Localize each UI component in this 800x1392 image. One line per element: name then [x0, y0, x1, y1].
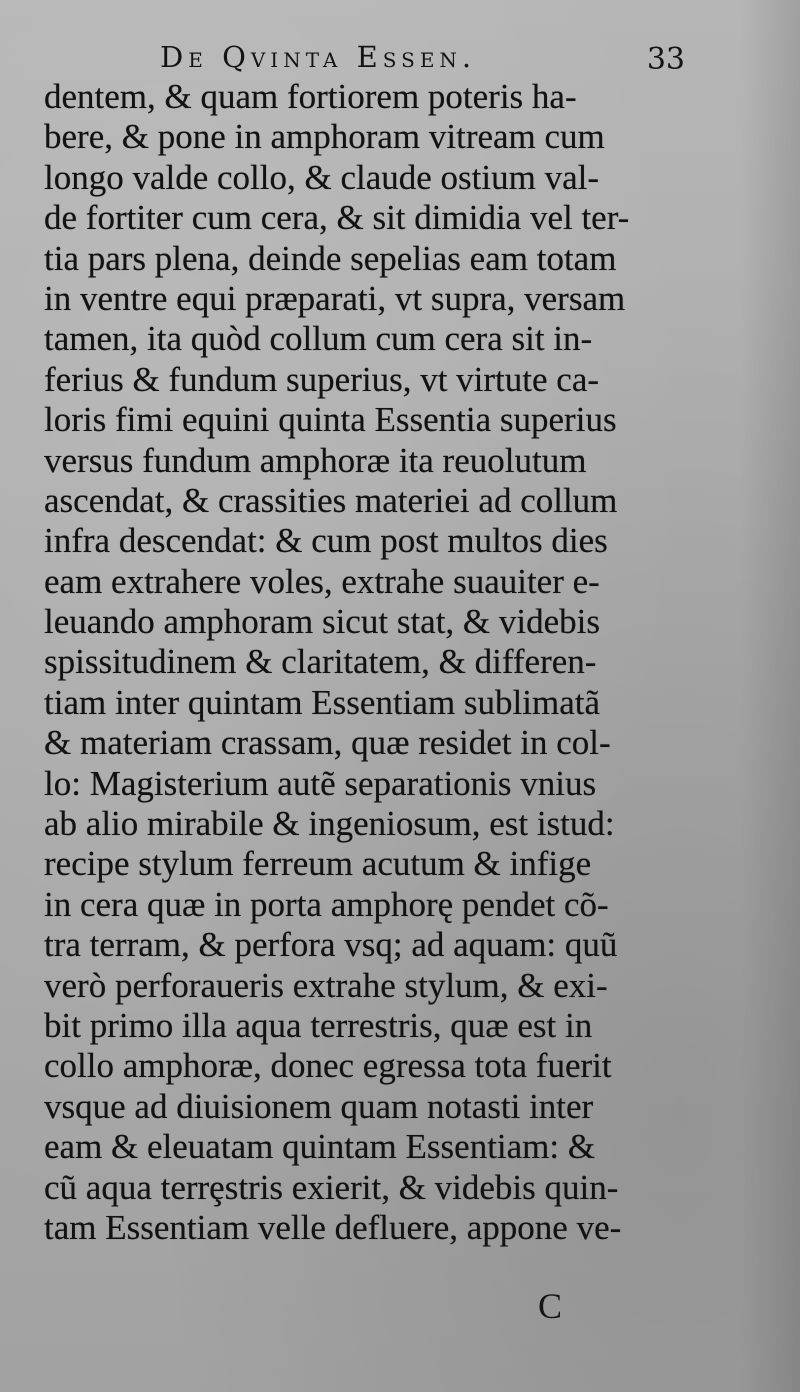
text-line: spissitudinem & claritatem, & differen- [44, 642, 597, 682]
text-line: ascendat, & crassities materiei ad collum [44, 480, 618, 520]
text-block [44, 77, 680, 1248]
text-line: longo valde collo, & claude ostium val- [44, 157, 600, 197]
text-line: ferius & fundum superius, vt virtute ca- [44, 359, 600, 399]
text-line: bit primo illa aqua terrestris, quæ est in [44, 1005, 593, 1045]
text-line: eam extrahere voles, extrahe suauiter e- [44, 561, 600, 601]
running-title: De Qvinta Essen. [160, 40, 477, 74]
text-line: vsque ad diuisionem quam notasti inter [44, 1086, 594, 1126]
text-line: leuando amphoram sicut stat, & videbis [44, 602, 601, 642]
text-line: bere, & pone in amphoram vitream cum [44, 117, 605, 157]
text-line: tamen, ita quòd collum cum cera sit in- [44, 319, 593, 359]
text-line: in ventre equi præparati, vt supra, versam [44, 278, 626, 318]
text-line: recipe stylum ferreum acutum & infige [44, 844, 592, 884]
text-line: tra terram, & perfora vsq; ad aquam: quũ [44, 925, 618, 965]
text-line: cũ aqua terrȩstris exierit, & videbis quin- [44, 1167, 619, 1207]
text-line: versus fundum amphoræ ita reuolutum [44, 440, 587, 480]
page-number: 33 [646, 42, 685, 77]
text-line: lo: Magisterium autẽ separationis vnius [44, 763, 597, 803]
text-line: de fortiter cum cera, & sit dimidia vel ter- [44, 198, 630, 238]
page-edge-shadow [740, 0, 800, 1392]
text-line: in cera quæ in porta amphorę pendet cõ- [44, 884, 609, 924]
text-line: eam & eleuatam quintam Essentiam: & [44, 1127, 596, 1167]
text-line: collo amphoræ, donec egressa tota fuerit [44, 1046, 612, 1086]
text-line: tia pars plena, deinde sepelias eam totam [44, 238, 617, 278]
text-line: tam Essentiam velle defluere, appone ve- [44, 1207, 622, 1247]
text-line: tiam inter quintam Essentiam sublimatã [44, 682, 601, 722]
text-line: infra descendat: & cum post multos dies [44, 521, 608, 561]
text-line: verò perforaueris extrahe stylum, & exi- [44, 965, 608, 1005]
text-line: dentem, & quam fortiorem poteris ha- [44, 77, 577, 116]
signature-mark: C [537, 1286, 562, 1326]
text-line: loris fimi equini quinta Essentia superius [44, 400, 617, 440]
text-line: ab alio mirabile & ingeniosum, est istud: [44, 804, 615, 844]
text-line: & materiam crassam, quæ residet in col- [44, 723, 611, 763]
